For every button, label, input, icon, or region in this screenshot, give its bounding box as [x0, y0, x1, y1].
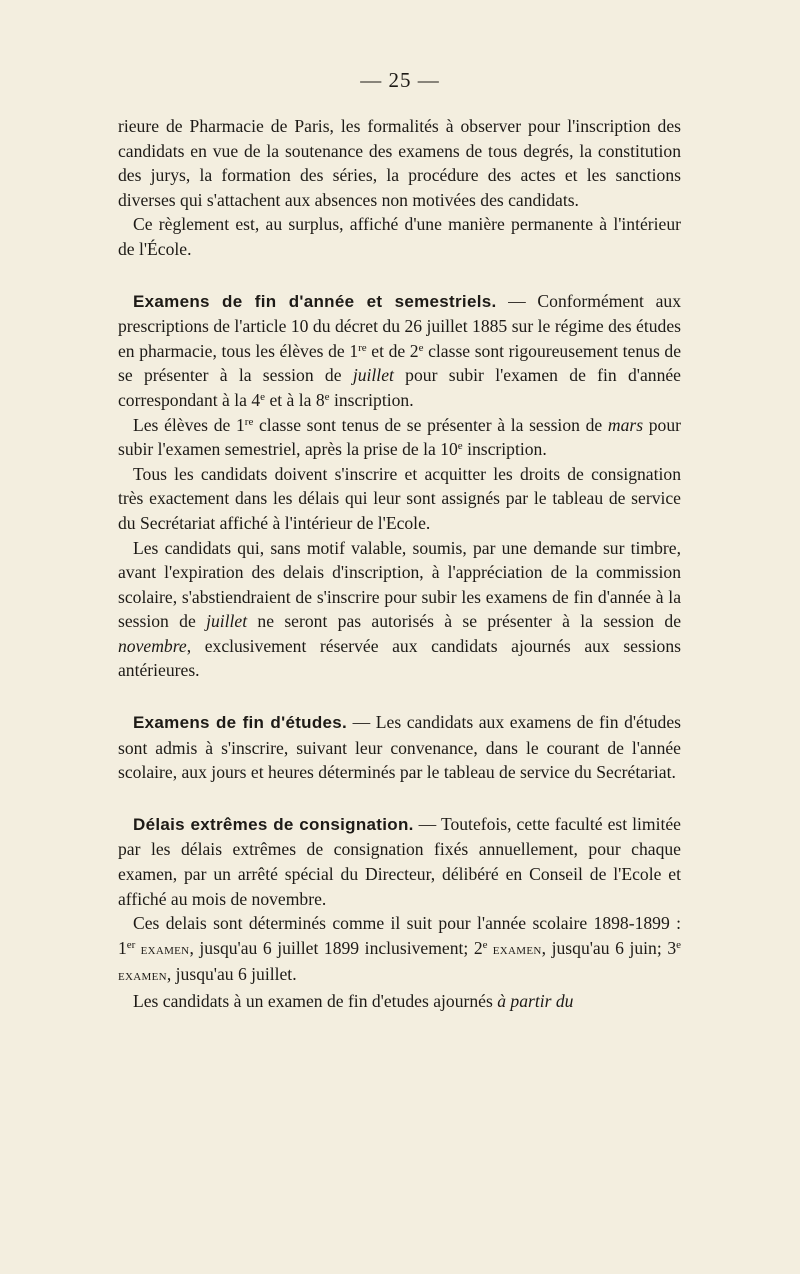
section-heading: Délais extrêmes de consignation.: [133, 814, 414, 834]
section-heading: Examens de fin d'études.: [133, 713, 348, 733]
paragraph: Ce règlement est, au surplus, affiché d'une manière permanente à l'intérieur de l'École.: [118, 214, 681, 259]
paragraph: Examens de fin d'année et semestriels. — Conformément aux prescriptions de l'article 10 du décret du 26 juillet 1885 sur le régime des études en pharmacie, tous les élèves de 1re et de 2e classe sont rigoureusement tenus de se présenter à la session de juillet pour subir l'examen de fin d'année correspondant à la 4e et à la 8e inscription.: [118, 290, 682, 410]
paragraph: Ces delais sont déterminés comme il suit pour l'année scolaire 1898-1899 : 1er examen, jusqu'au 6 juillet 1899 inclusivement; 2e examen, jusqu'au 6 juin; 3e examen, jusqu'au 6 juillet.: [118, 913, 682, 985]
body-text: [118, 114, 681, 1014]
paragraph: rieure de Pharmacie de Paris, les formalités à observer pour l'inscription des candidats en vue de la soutenance des examens de tous degrés, la constitution des jurys, la formation des séries, la procédure des actes et les sanctions diverses qui s'attachent aux absences non motivées des candidats.: [118, 116, 681, 210]
page-number: — 25 —: [360, 68, 440, 92]
section-heading: Examens de fin d'année et semestriels.: [133, 291, 497, 311]
paragraph: Les candidats qui, sans motif valable, soumis, par une demande sur timbre, avant l'expiration des delais d'inscription, à l'appréciation de la commission scolaire, s'abstiendraient de s'inscrire pour subir les examens de fin d'année à la session de juillet ne seront pas autorisés à se présenter à la session de novembre, exclusivement réservée aux candidats ajournés aux sessions antérieures.: [118, 537, 682, 681]
paragraph: Examens de fin d'études. — Les candidats aux examens de fin d'études sont admis à s'inscrire, suivant leur convenance, dans le courant de l'année scolaire, aux jours et heures déterminés par le tableau de service du Secrétariat.: [118, 712, 681, 783]
paragraph: Les élèves de 1re classe sont tenus de se présenter à la session de mars pour subir l'examen semestriel, après la prise de la 10e inscription.: [118, 414, 681, 460]
paragraph: Délais extrêmes de consignation. — Toutefois, cette faculté est limitée par les délais extrêmes de consignation fixés annuellement, pour chaque examen, par un arrêté spécial du Directeur, délibéré en Conseil de l'Ecole et affiché au mois de novembre.: [118, 813, 681, 909]
paragraph: Tous les candidats doivent s'inscrire et acquitter les droits de consignation très exactement dans les délais qui leur sont assignés par le tableau de service du Secrétariat affiché à l'intérieur de l'Ecole.: [118, 463, 681, 533]
paragraph: Les candidats à un examen de fin d'etudes ajournés à partir du: [133, 991, 574, 1011]
